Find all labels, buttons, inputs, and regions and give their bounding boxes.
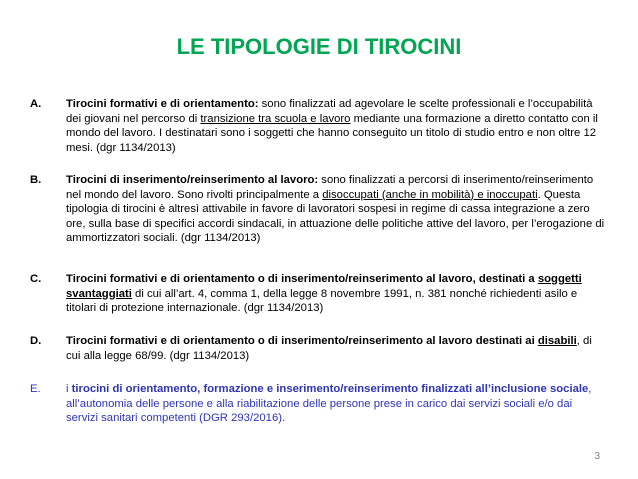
item-text — [66, 173, 605, 246]
item-heading: Tirocini formativi e di orientamento o di inserimento/reinserimento al lavoro destinati ai — [66, 335, 538, 347]
item-heading: tirocini di orientamento, formazione e inserimento/reinserimento finalizzati all’inclusione sociale — [71, 383, 589, 395]
list-item-e — [30, 382, 605, 426]
item-underline: disabili — [537, 335, 577, 347]
list-item-d — [30, 334, 605, 363]
item-body-end: di cui all’art. 4, comma 1, della legge 8 novembre 1991, n. 381 nonché richiedenti asilo e titolari di protezione internazionale. (dgr 1134/2013) — [66, 287, 578, 314]
item-prefix: i — [66, 383, 72, 395]
list-item-c — [30, 272, 605, 316]
item-letter: A. — [30, 98, 42, 110]
item-letter: C. — [30, 273, 42, 285]
item-text — [66, 97, 605, 155]
item-body-end: , di cui alla legge 68/99. (dgr 1134/2013) — [66, 335, 592, 362]
item-body: sono finalizzati a percorsi di inserimento/reinserimento nel mondo del lavoro. Sono rivolti principalmente a — [66, 174, 594, 201]
item-underline: transizione tra scuola e lavoro — [200, 112, 351, 125]
item-underline: disoccupati (anche in mobilità) e inoccupati — [322, 188, 538, 201]
item-heading: Tirocini formativi e di orientamento: — [66, 98, 259, 110]
page-title: LE TIPOLOGIE DI TIROCINI — [176, 34, 462, 59]
item-text — [66, 272, 605, 316]
list-item-a — [30, 97, 605, 155]
item-letter: E. — [30, 383, 41, 395]
item-body-end: , all’autonomia delle persone e alla riabilitazione delle persone prese in carico dai servizi sociali e/o dai servizi sanitari competenti (DGR 293/2016). — [66, 383, 592, 424]
list-item-b — [30, 173, 605, 246]
item-text — [66, 334, 605, 363]
item-letter: B. — [30, 174, 42, 186]
item-heading: Tirocini formativi e di orientamento o di inserimento/reinserimento al lavoro, destinati a — [66, 273, 538, 285]
item-text — [66, 382, 605, 426]
item-letter: D. — [30, 335, 42, 347]
item-heading: Tirocini di inserimento/reinserimento al lavoro: — [66, 174, 319, 186]
item-body-end: . Questa tipologia di tirocini è altresì attivabile in favore di lavoratori sospesi in regime di cassa integrazione a zero ore, sulla base di specifici accordi sindacali, in attuazione delle politiche attive del lavoro, per l’erogazione di ammortizzatori sociali. (dgr 1134/2013) — [66, 188, 605, 244]
item-underline: soggetti svantaggiati — [66, 273, 582, 300]
page-number: 3 — [594, 451, 600, 462]
item-body: sono finalizzati ad agevolare le scelte professionali e l’occupabilità dei giovani nel percorso di — [66, 98, 593, 125]
item-body-end: mediante una formazione a diretto contatto con il mondo del lavoro. I destinatari sono i soggetti che hanno conseguito un titolo di studio entro e non oltre 12 mesi. (dgr 1134/2013) — [66, 112, 598, 154]
